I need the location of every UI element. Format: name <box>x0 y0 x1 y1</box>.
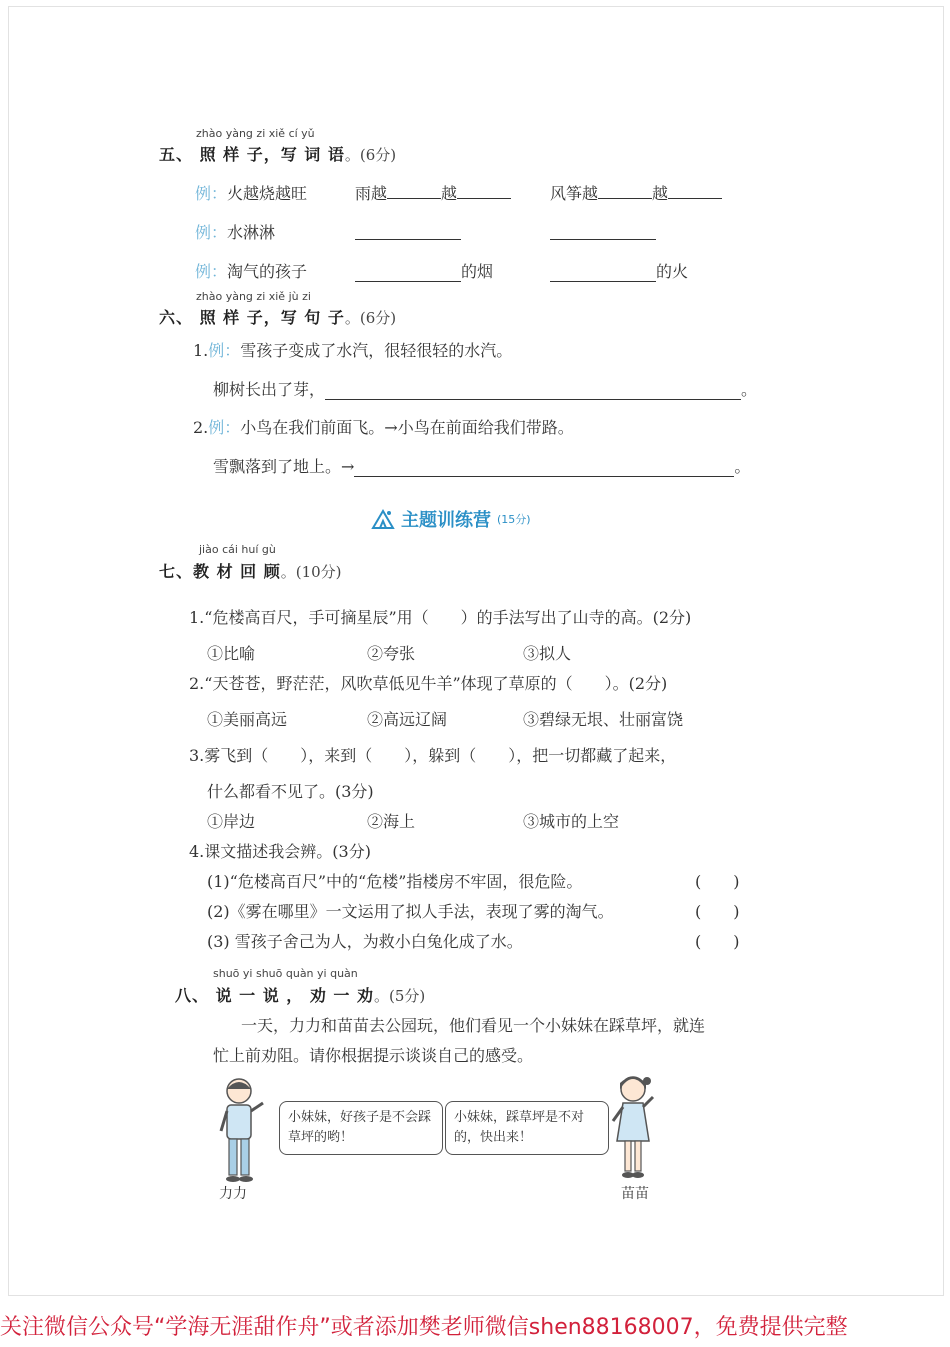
s5-row3-answer-b <box>550 259 688 282</box>
answer-blank[interactable] <box>355 262 461 282</box>
s7-q3-option: ②海上 <box>367 812 416 831</box>
end-mark: 。 <box>734 457 751 476</box>
prefix-text: 雨越 <box>355 184 388 203</box>
worksheet-page <box>8 6 944 1296</box>
s5-row2-answer-b <box>550 220 656 240</box>
example-label: 例： <box>195 223 228 242</box>
section6-heading <box>159 305 396 328</box>
s7-q3-line2: 什么都看不见了。(3分) <box>207 782 374 801</box>
section8-pinyin: shuō yi shuō quàn yi quàn <box>213 967 358 980</box>
answer-blank[interactable] <box>355 220 461 240</box>
s7-q3-option: ①岸边 <box>207 812 256 831</box>
s6-q1-answer <box>213 377 757 400</box>
s7-q2-option: ②高远辽阔 <box>367 710 448 729</box>
theme-banner <box>371 505 531 533</box>
s7-q1-option: ②夸张 <box>367 644 416 663</box>
s7-q4-item: (2)《雾在哪里》一文运用了拟人手法，表现了雾的淘气。 <box>207 902 614 921</box>
section6-score: 。(6分) <box>344 309 397 327</box>
section8-heading <box>175 983 425 1006</box>
example-label: 例： <box>195 262 228 281</box>
answer-blank[interactable] <box>387 198 441 199</box>
section7-pinyin: jiào cái huí gù <box>199 543 276 556</box>
section8-score: 。(5分) <box>374 987 426 1005</box>
end-mark: 。 <box>741 380 758 399</box>
infix-text: 越 <box>652 184 669 203</box>
s7-q4-item: (1)“危楼高百尺”中的“危楼”指楼房不牢固，很危险。 <box>207 872 583 891</box>
s7-q2: 2.“天苍苍，野茫茫，风吹草低见牛羊”体现了草原的（ ）。(2分) <box>189 674 668 693</box>
speech-bubble-lili: 小妹妹，好孩子是不会踩草坪的哟！ <box>279 1101 443 1155</box>
s5-row3-answer-a <box>355 259 493 282</box>
s7-q1-option: ①比喻 <box>207 644 256 663</box>
answer-blank[interactable] <box>354 457 734 477</box>
answer-blank[interactable] <box>550 220 656 240</box>
suffix-text: 的火 <box>656 262 689 281</box>
answer-blank[interactable] <box>550 262 656 282</box>
banner-title: 主题训练营 <box>401 510 491 531</box>
section5-heading <box>159 142 396 165</box>
s8-paragraph-line1: 一天，力力和苗苗去公园玩，他们看见一个小妹妹在踩草坪，就连 <box>241 1016 706 1035</box>
s7-q3-option: ③城市的上空 <box>523 812 620 831</box>
prefix-text: 风筝越 <box>550 184 599 203</box>
infix-text: 越 <box>441 184 458 203</box>
prompt-text: 雪飘落到了地上。→ <box>213 457 355 476</box>
boy-lili-illustration <box>213 1075 273 1187</box>
s8-paragraph-line2: 忙上前劝阻。请你根据提示谈谈自己的感受。 <box>213 1046 534 1065</box>
section6-title: 六、 照 样 子，写 句 子 <box>159 308 345 327</box>
section5-score: 。(6分) <box>344 146 397 164</box>
question-number: 2. <box>193 418 209 437</box>
s6-q2-answer <box>213 454 750 477</box>
section5-title: 五、 照 样 子，写 词 语 <box>159 145 345 164</box>
boy-name-label: 力力 <box>219 1186 247 1202</box>
s7-q4: 4.课文描述我会辨。(3分) <box>189 842 371 861</box>
s7-q1-option: ③拟人 <box>523 644 572 663</box>
s7-q4-item: (3) 雪孩子舍己为人，为救小白兔化成了水。 <box>207 932 523 951</box>
answer-blank[interactable] <box>325 380 741 400</box>
section7-score: 。(10分) <box>280 563 342 581</box>
example-label: 例： <box>208 341 241 360</box>
footer-notice: 关注微信公众号“学海无涯甜作舟”或者添加樊老师微信shen88168007，免费提供完整 <box>0 1315 848 1340</box>
s7-q2-option: ①美丽高远 <box>207 710 288 729</box>
answer-parens[interactable]: ( ) <box>695 872 740 891</box>
example-text: 淘气的孩子 <box>227 262 308 281</box>
s5-row3 <box>195 259 307 282</box>
s7-q2-option: ③碧绿无垠、壮丽富饶 <box>523 710 684 729</box>
section7-heading <box>159 559 342 582</box>
section7-title: 七、教 材 回 顾 <box>159 562 281 581</box>
s5-row2 <box>195 220 275 243</box>
section8-title: 八、 说 一 说 ， 劝 一 劝 <box>175 986 374 1005</box>
answer-parens[interactable]: ( ) <box>695 932 740 951</box>
answer-blank[interactable] <box>668 198 722 199</box>
s5-row1-answer-a <box>355 181 511 204</box>
example-label: 例： <box>208 418 241 437</box>
answer-parens[interactable]: ( ) <box>695 902 740 921</box>
girl-miaomiao-illustration <box>605 1071 665 1183</box>
example-text: 火越烧越旺 <box>227 184 308 203</box>
answer-blank[interactable] <box>598 198 652 199</box>
prompt-text: 柳树长出了芽， <box>213 380 326 399</box>
s5-row1 <box>195 181 307 204</box>
s6-q2 <box>193 415 574 438</box>
section6-pinyin: zhào yàng zi xiě jù zi <box>196 290 311 303</box>
s5-row2-answer-a <box>355 220 461 240</box>
example-label: 例： <box>195 184 228 203</box>
s7-q1: 1.“危楼高百尺，手可摘星辰”用（ ）的手法写出了山寺的高。(2分) <box>189 608 692 627</box>
s7-q3-line1: 3.雾飞到（ ），来到（ ），躲到（ ），把一切都藏了起来， <box>189 746 677 765</box>
section5-pinyin: zhào yàng zi xiě cí yǔ <box>196 127 315 140</box>
example-sentence: 雪孩子变成了水汽，很轻很轻的水汽。 <box>240 341 513 360</box>
speech-bubble-miaomiao: 小妹妹，踩草坪是不对的，快出来！ <box>445 1101 609 1155</box>
example-sentence: 小鸟在我们前面飞。→小鸟在前面给我们带路。 <box>240 418 574 437</box>
example-text: 水淋淋 <box>227 223 276 242</box>
tent-icon <box>371 507 395 531</box>
answer-blank[interactable] <box>457 198 511 199</box>
s5-row1-answer-b <box>550 181 722 204</box>
s6-q1 <box>193 338 512 361</box>
question-number: 1. <box>193 341 209 360</box>
girl-name-label: 苗苗 <box>621 1186 649 1202</box>
banner-score: (15分) <box>497 513 531 526</box>
suffix-text: 的烟 <box>461 262 494 281</box>
